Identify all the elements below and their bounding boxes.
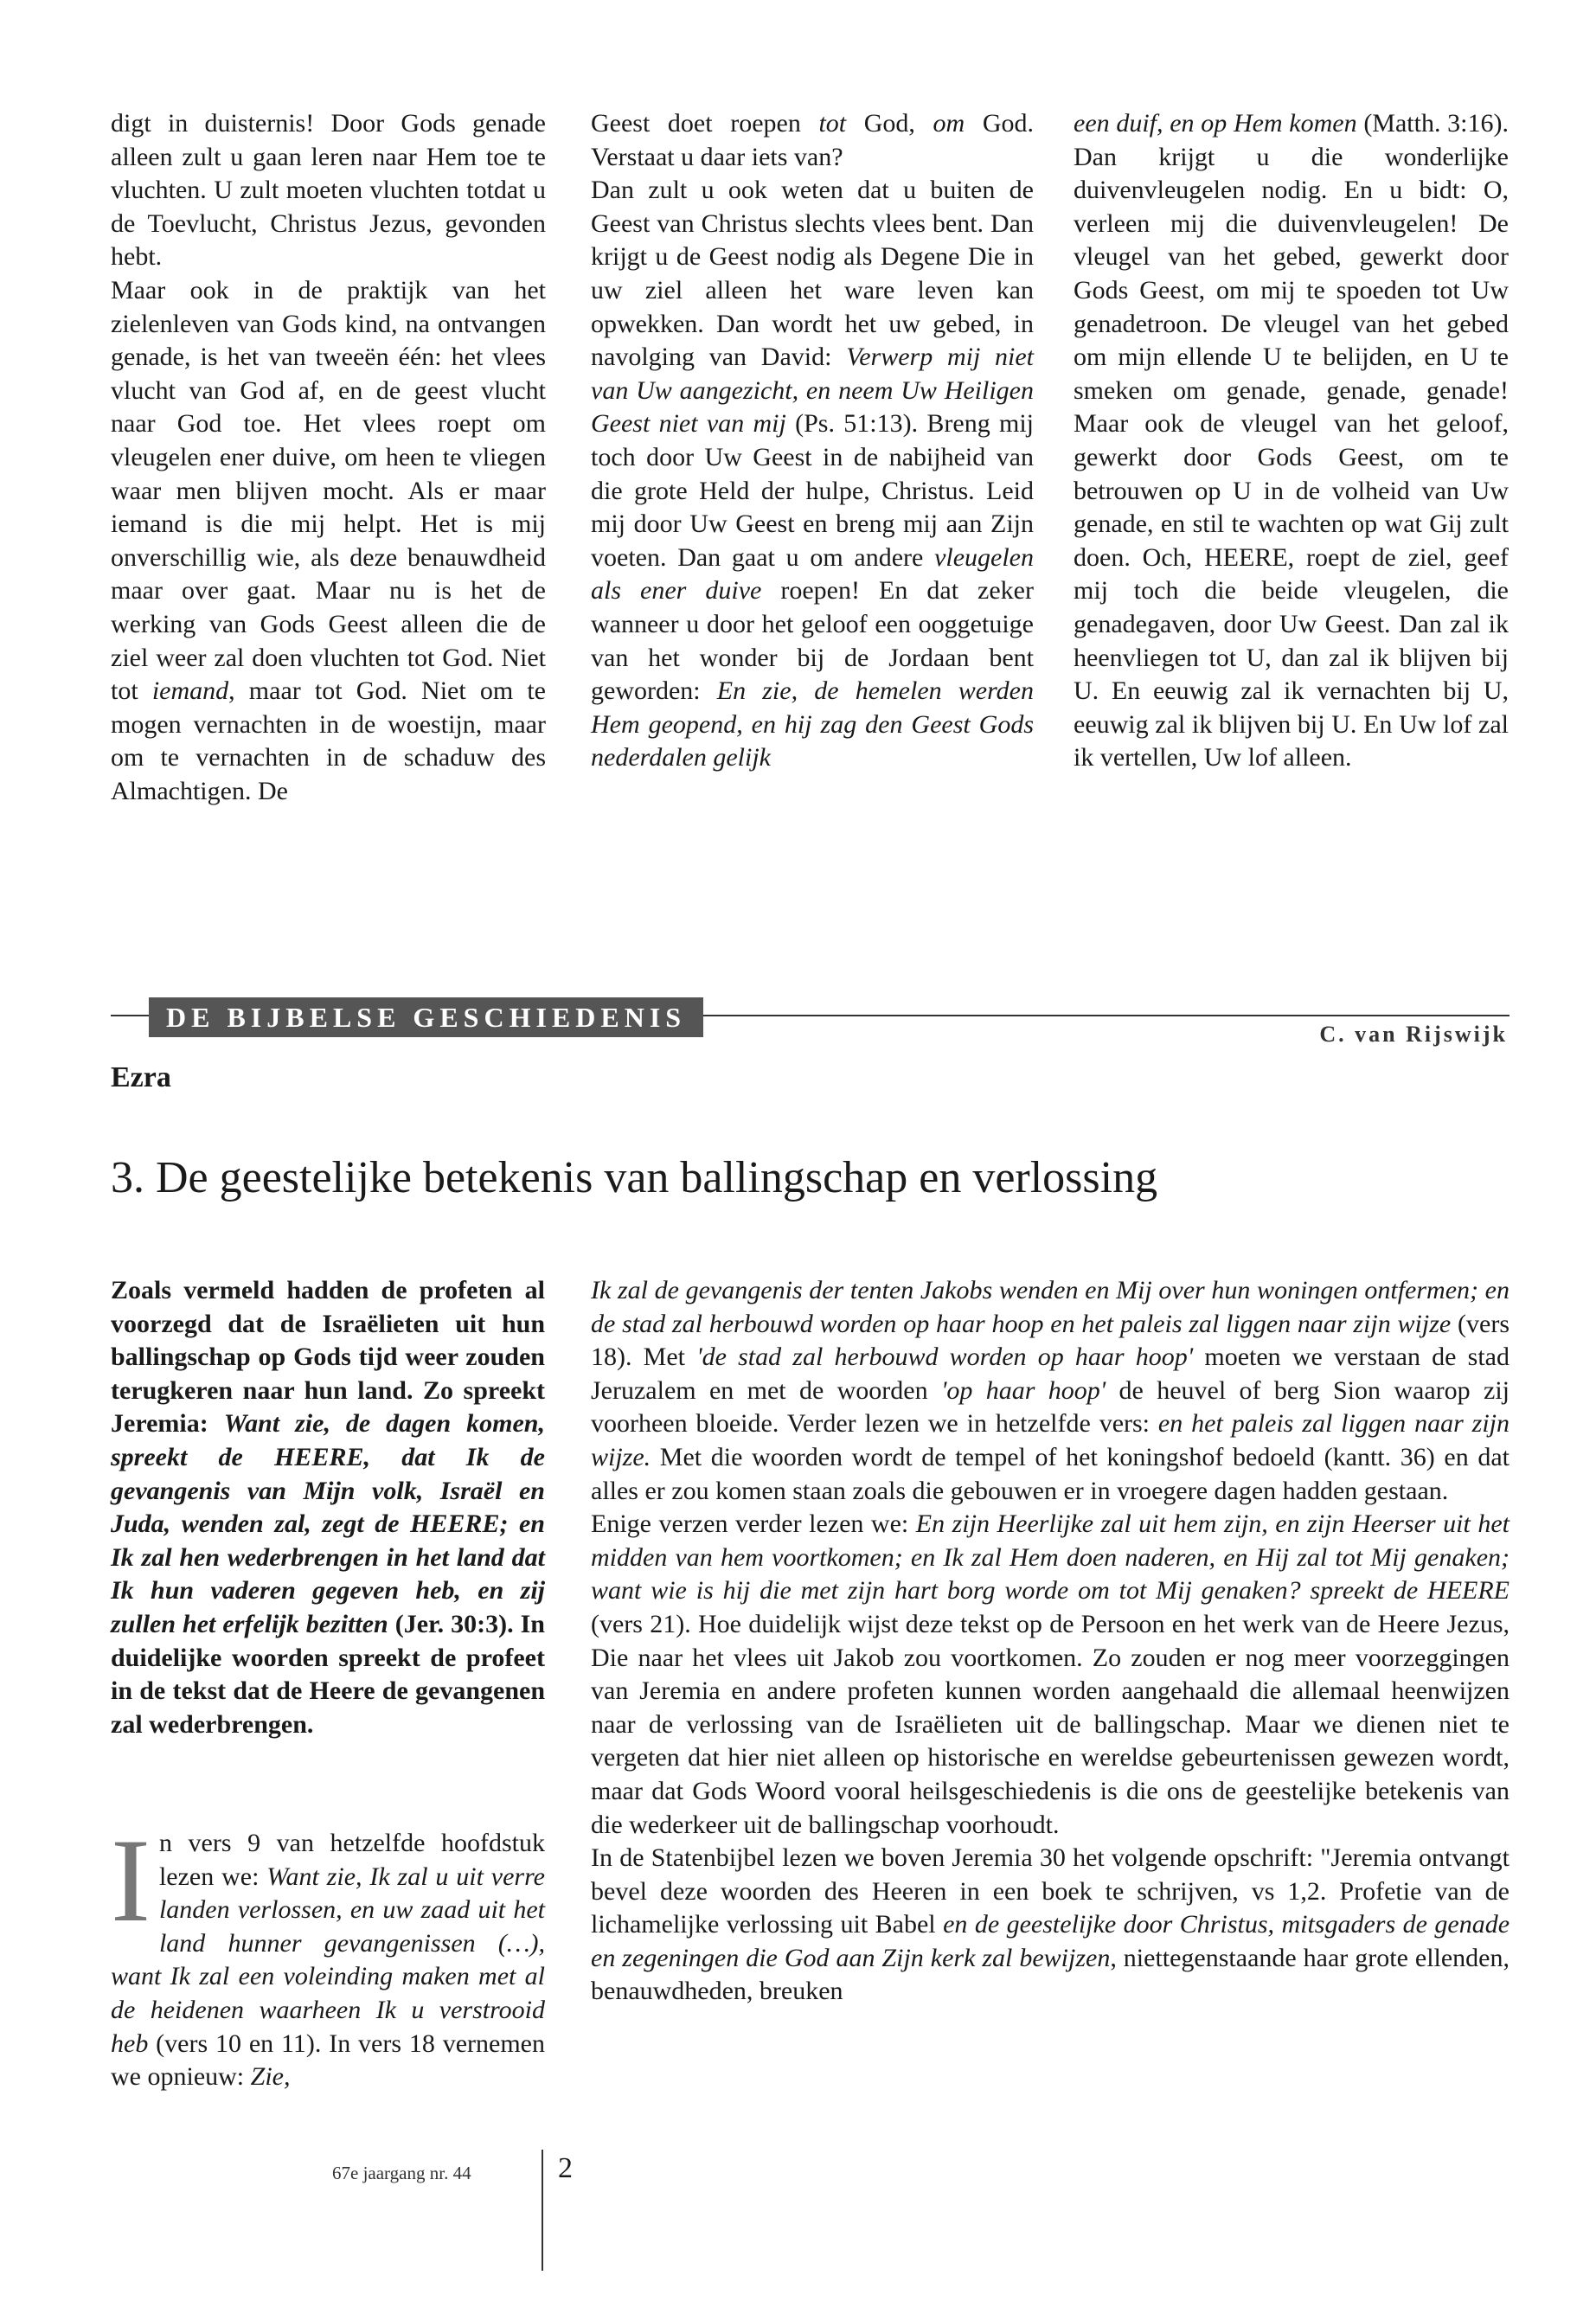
body-column-2 (591, 1274, 1509, 2009)
paragraph: digt in duisternis! Door Gods genade alleen zult u gaan leren naar Hem toe te vluchten. U zult moeten vluchten totdat u de Toevlucht, Christus Jezus, gevonden hebt. (111, 109, 546, 272)
body-column-1: In vers 9 van hetzelfde hoofdstuk lezen we: Want zie, Ik zal u uit verre landen verlossen, en uw zaad uit het land hunner gevangenissen (…), want Ik zal een voleinding maken met al de heidenen waarheen Ik u verstrooid heb (vers 10 en 11). In vers 18 vernemen we opnieuw: Zie, (111, 1814, 545, 2092)
top-column-3 (1074, 107, 1509, 775)
article-title: 3. De geestelijke betekenis van ballingschap en verlossing (111, 1153, 1158, 1202)
paragraph: In de Statenbijbel lezen we boven Jeremia 30 het volgende opschrift: "Jeremia ontvangt bevel deze woorden des Heeren in een boek te schrijven, vs 1,2. Profetie van de lichamelijke verlossing uit Babel en de geestelijke door Christus, mitsgaders de genade en zegeningen die God aan Zijn kerk zal bewijzen, niettegenstaande haar grote ellenden, benauwdheden, breuken (591, 1843, 1510, 2006)
section-banner: DE BIJBELSE GESCHIEDENIS (149, 997, 703, 1037)
paragraph: Maar ook in de praktijk van het zielenleven van Gods kind, na ontvangen genade, is het van tweeën één: het vlees vlucht van God af, en de geest vlucht naar God toe. Het vlees roept om vleugelen ener duive, om heen te vliegen waar men blijven mocht. Als er maar iemand is die mij helpt. Het is mij onverschillig wie, als deze benauwdheid maar over gaat. Maar nu is het de werking van Gods Geest alleen die de ziel weer zal doen vluchten tot God. Niet tot iemand, maar tot God. Niet om te mogen vernachten in de woestijn, maar om te vernachten in de schaduw des Almachtigen. De (111, 275, 546, 805)
paragraph: Geest doet roepen tot God, om God. Verstaat u daar iets van? (591, 109, 1035, 171)
issue-info: 67e jaargang nr. 44 (332, 2163, 471, 2183)
page-number: 2 (558, 2152, 573, 2184)
section-title: Ezra (111, 1061, 171, 1093)
drop-cap: I (111, 1814, 151, 1946)
lead-paragraph: Zoals vermeld hadden de profeten al voorzegd dat de Israëlieten uit hun ballingschap op Gods tijd weer zouden terugkeren naar hun land. Zo spreekt Jeremia: Want zie, de dagen komen, spreekt de HEERE, dat Ik de gevangenis van Mijn volk, Israël en Juda, wenden zal, zegt de HEERE; en Ik zal hen wederbrengen in het land dat Ik hun vaderen gegeven heb, en zij zullen het erfelijk bezitten (Jer. 30:3). In duidelijke woorden spreekt de profeet in de tekst dat de Heere de gevangenen zal wederbrengen. (111, 1276, 545, 1739)
author-name: C. van Rijswijk (1319, 1022, 1508, 1047)
footer-divider (542, 2150, 543, 2271)
paragraph: Dan zult u ook weten dat u buiten de Geest van Christus slechts vlees bent. Dan krijgt u de Geest nodig als Degene Die in uw ziel alleen het ware leven kan opwekken. Dan wordt het uw gebed, in navolging van David: Verwerp mij niet van Uw aangezicht, en neem Uw Heiligen Geest niet van mij (Ps. 51:13). Breng mij toch door Uw Geest in de nabijheid van die grote Held der hulpe, Christus. Leid mij door Uw Geest en breng mij aan Zijn voeten. Dan gaat u om andere vleugelen als ener duive roepen! En dat zeker wanneer u door het geloof een ooggetuige van het wonder bij de Jordaan bent geworden: En zie, de hemelen werden Hem geopend, en hij zag den Geest Gods nederdalen gelijk (591, 176, 1035, 772)
top-column-1 (111, 107, 546, 808)
paragraph: een duif, en op Hem komen (Matth. 3:16). Dan krijgt u die wonderlijke duivenvleugelen nodig. En u bidt: O, verleen mij die duivenvleugelen! De vleugel van het gebed, gewerkt door Gods Geest, om mij te spoeden tot Uw genadetroon. De vleugel van het gebed om mijn ellende U te belijden, en U te smeken om genade, genade, genade! Maar ook de vleugel van het geloof, gewerkt door Gods Geest, om te betrouwen op U in de volheid van Uw genade, en stil te wachten op wat Gij zult doen. Och, HEERE, roept de ziel, geef mij toch die beide vleugelen, die genadegaven, door Uw Geest. Dan zal ik heenvliegen tot U, dan zal ik blijven bij U. En eeuwig zal ik vernachten bij U, eeuwig zal ik blijven bij U. En Uw lof zal ik vertellen, Uw lof alleen. (1074, 109, 1509, 772)
paragraph: Ik zal de gevangenis der tenten Jakobs wenden en Mij over hun woningen ontfermen; en de stad zal herbouwd worden op haar hoop en het paleis zal liggen naar zijn wijze (vers 18). Met 'de stad zal herbouwd worden op haar hoop' moeten we verstaan de stad Jeruzalem en met de woorden 'op haar hoop' de heuvel of berg Sion waarop zij voorheen bloeide. Verder lezen we in hetzelfde vers: en het paleis zal liggen naar zijn wijze. Met die woorden wordt de tempel of het koningshof bedoeld (kantt. 36) en dat alles er zou komen staan zoals die gebouwen er in vroegere dagen hadden gestaan. (591, 1276, 1509, 1505)
paragraph: Enige verzen verder lezen we: En zijn Heerlijke zal uit hem zijn, en zijn Heerser uit het midden van hem voortkomen; en Ik zal Hem doen naderen, en Hij zal tot Mij genaken; want wie is hij die met zijn hart borg worde om tot Mij genaken? spreekt de HEERE (vers 21). Hoe duidelijk wijst deze tekst op de Persoon en het werk van de Heere Jezus, Die naar het vlees uit Jakob zou voortkomen. Zo zouden er nog meer voorzeggingen van Jeremia en andere profeten kunnen worden aangehaald die allemaal heenwijzen naar de verlossing van de Israëlieten uit de ballingschap. Maar we dienen niet te vergeten dat hier niet alleen op historische en wereldse gebeurtenissen gewezen wordt, maar dat Gods Woord vooral heilsgeschiedenis is die ons de geestelijke betekenis van die wederkeer uit de ballingschap voorhoudt. (591, 1509, 1510, 1839)
top-column-2 (591, 107, 1034, 775)
